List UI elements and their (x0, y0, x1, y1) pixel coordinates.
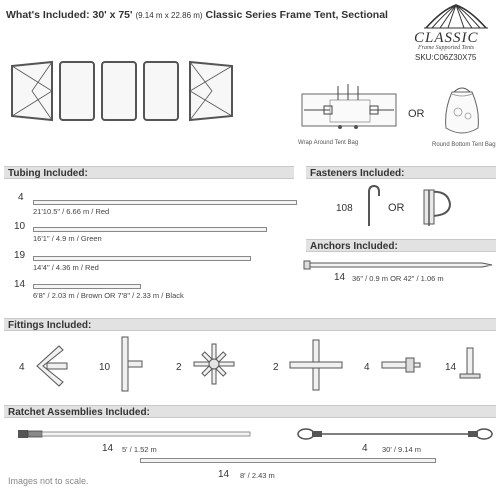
cross-fitting-icon (288, 338, 344, 392)
wrap-bag-label: Wrap Around Tent Bag (298, 140, 359, 146)
footer-note: Images not to scale. (8, 476, 89, 486)
tubing-qty-4: 14 (14, 279, 26, 290)
tubing-qty-2: 10 (14, 221, 26, 232)
tubing-qty-1: 4 (18, 192, 24, 203)
lynch-pin-icon (418, 186, 458, 228)
tube-21ft-bar (33, 200, 297, 205)
ratchet-qty-3: 14 (218, 469, 230, 480)
title-rest: Classic Series Frame Tent, Sectional (202, 9, 388, 21)
fitting-qty-1: 4 (19, 362, 25, 373)
fitting-qty-4: 2 (273, 362, 279, 373)
corner-fitting-icon (33, 344, 69, 388)
tent-logo-icon (412, 2, 496, 32)
ratchet-cable-icon (296, 424, 494, 444)
tubing-qty-3: 19 (14, 250, 26, 261)
fasteners-heading: Fasteners Included: (306, 166, 496, 179)
t-fitting-icon (112, 335, 144, 393)
bag-or-label: OR (408, 108, 425, 120)
center-hub-fitting-icon (194, 344, 234, 384)
tube-14ft-bar (33, 256, 251, 261)
ratchet-label-3: 8' / 2.43 m (240, 471, 275, 480)
tubing-label-2: 16'1" / 4.9 m / Green (33, 234, 102, 243)
fasteners-qty: 108 (336, 203, 353, 214)
title-dimensions: (9.14 m x 22.86 m) (135, 11, 203, 20)
tent-mid-section-3 (144, 62, 178, 120)
anchors-label: 36" / 0.9 m OR 42" / 1.06 m (352, 274, 444, 283)
ratchet-qty-1: 14 (102, 443, 114, 454)
fitting-qty-5: 4 (364, 362, 370, 373)
ratchet-qty-2: 4 (362, 443, 368, 454)
fittings-heading: Fittings Included: (4, 318, 496, 331)
tubing-label-1: 21'10.5" / 6.66 m / Red (33, 207, 110, 216)
title-main: What's Included: 30' x 75' (6, 9, 136, 21)
tubing-heading: Tubing Included: (4, 166, 294, 179)
page-title (6, 9, 388, 21)
brand-name: CLASSIC (414, 30, 479, 46)
wrap-around-bag-icon (300, 80, 400, 135)
ratchet-label-2: 30' / 9.14 m (382, 445, 421, 454)
foot-plate-fitting-icon (458, 346, 482, 380)
anchors-heading: Anchors Included: (306, 239, 496, 252)
round-bottom-bag-icon (440, 80, 484, 138)
end-cap-fitting-icon (380, 354, 422, 378)
stake-anchor-icon (302, 260, 494, 270)
j-pin-icon (364, 184, 382, 226)
fitting-qty-2: 10 (99, 362, 111, 373)
sku-label: SKU:C06Z30X75 (415, 53, 477, 62)
tube-16ft-bar (33, 227, 267, 232)
tubing-label-4: 6'8" / 2.03 m / Brown OR 7'8" / 2.33 m / Black (33, 291, 184, 300)
ratchet-label-1: 5' / 1.52 m (122, 445, 157, 454)
anchors-qty: 14 (334, 272, 346, 283)
brand-tagline: Frame Supported Tents (418, 45, 475, 51)
tent-sections-illustration (8, 60, 240, 122)
tube-6ft-bar (33, 284, 141, 289)
ratchets-heading: Ratchet Assemblies Included: (4, 405, 496, 418)
tent-mid-section-2 (102, 62, 136, 120)
round-bag-label: Round Bottom Tent Bag (432, 142, 496, 148)
tent-mid-section-1 (60, 62, 94, 120)
ratchet-short-icon (18, 428, 252, 440)
fasteners-or-label: OR (388, 202, 405, 214)
ratchet-long-bar (140, 458, 436, 463)
fitting-qty-3: 2 (176, 362, 182, 373)
tubing-label-3: 14'4" / 4.36 m / Red (33, 263, 99, 272)
tent-end-section-left (12, 62, 52, 120)
fitting-qty-6: 14 (445, 362, 457, 373)
tent-end-section-right (190, 62, 232, 120)
